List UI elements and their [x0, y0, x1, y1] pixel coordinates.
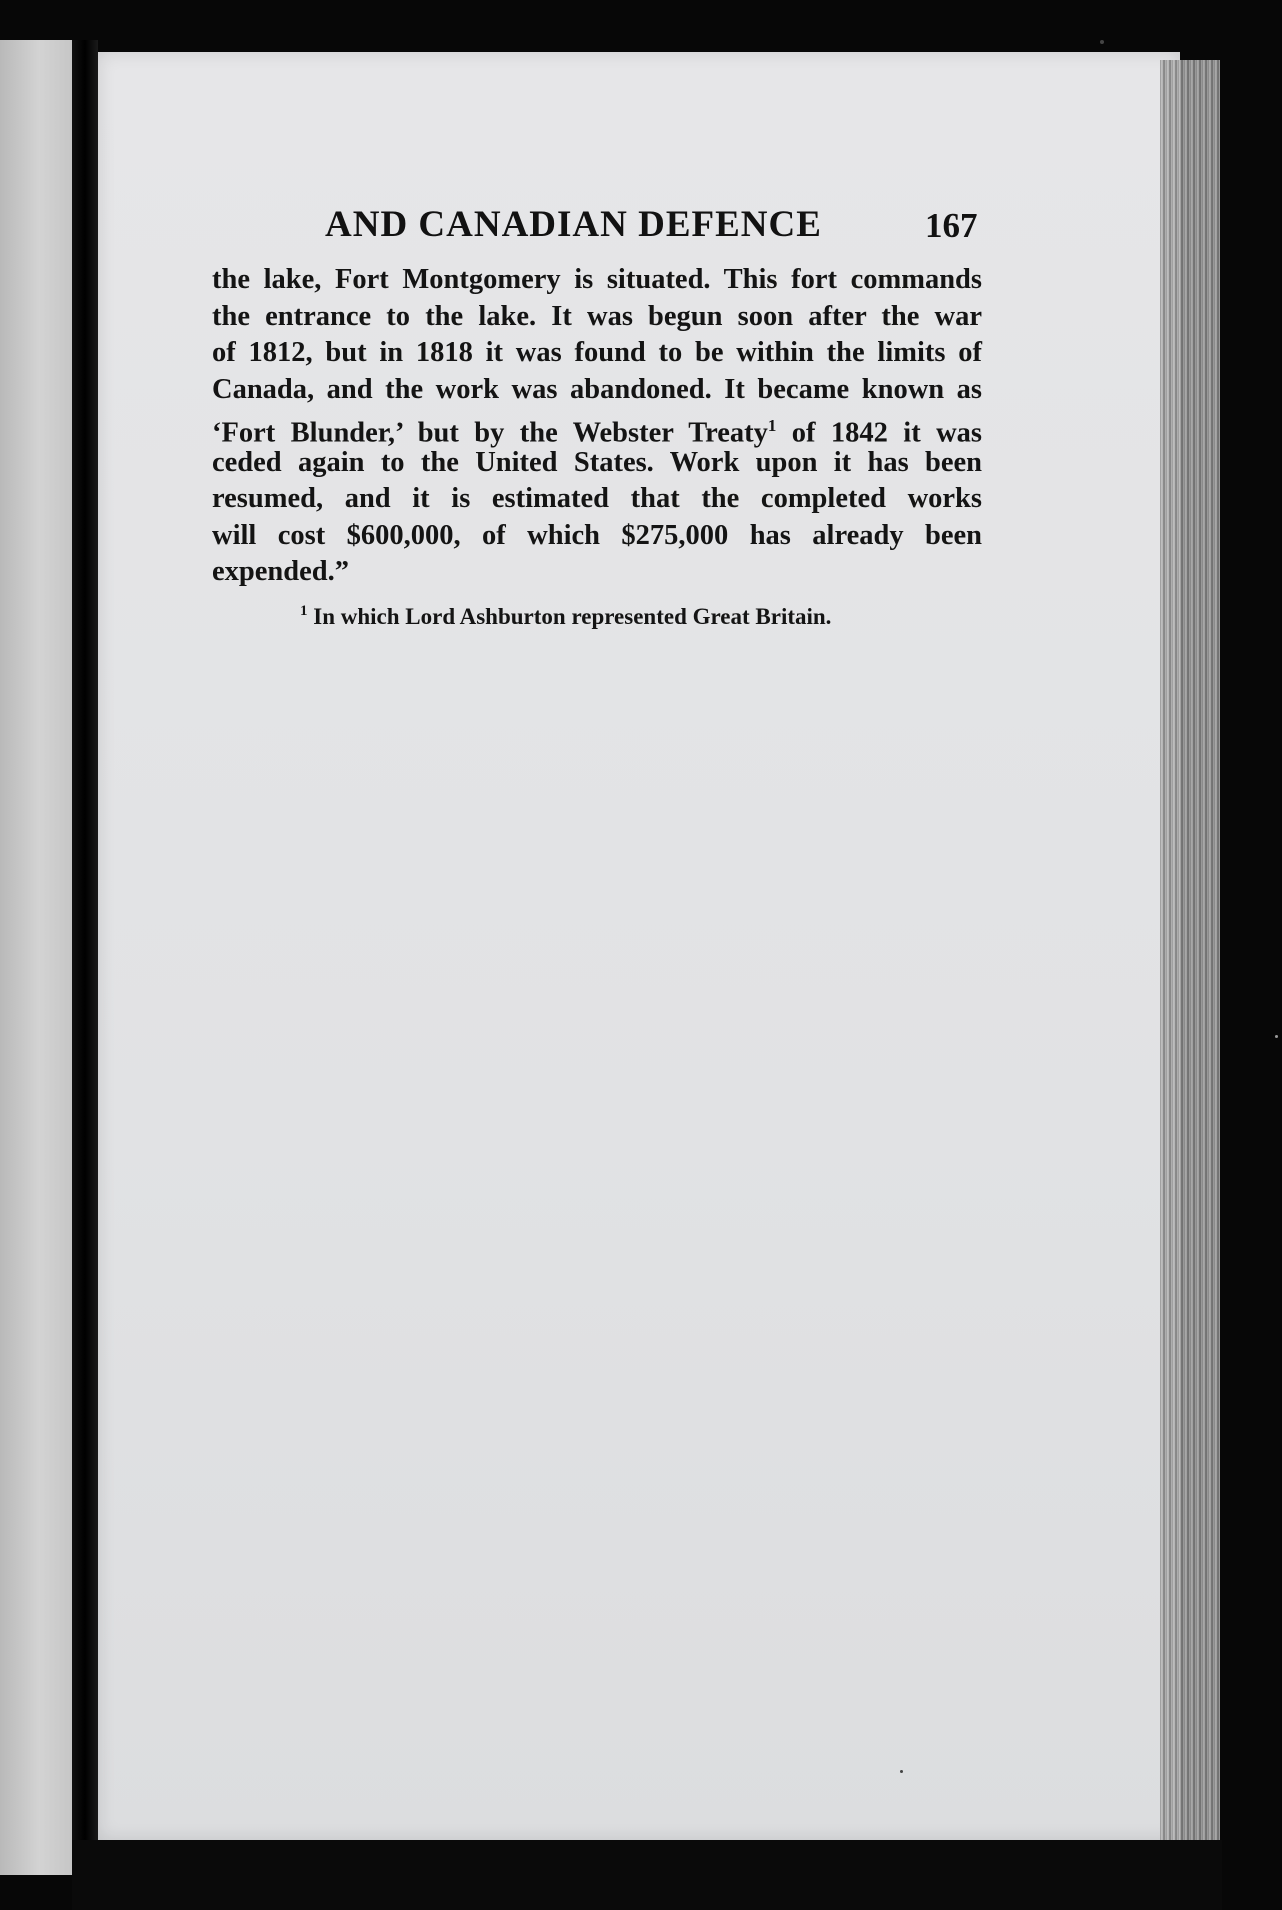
text-line: the lake, Fort Montgomery is situated. This fort commands — [212, 264, 982, 295]
text-line: Canada, and the work was abandoned. It became known as — [212, 373, 982, 405]
dust-speck — [900, 1770, 903, 1773]
text-line: ceded again to the United States. Work upon it has been — [212, 446, 982, 478]
dust-speck — [1275, 1035, 1278, 1038]
text-line: the entrance to the lake. It was begun soon after the war — [212, 300, 982, 332]
facing-page-edge — [0, 40, 72, 1875]
text-line — [212, 408, 982, 449]
bottom-shadow — [72, 1840, 1222, 1910]
page-number: 167 — [925, 206, 978, 245]
footnote-text: In which Lord Ashburton represented Great Britain. — [313, 604, 832, 629]
text-line: resumed, and it is estimated that the completed works — [212, 483, 982, 514]
page-stack-edge — [1160, 60, 1220, 1840]
footnote — [300, 603, 1000, 630]
text-line-tail: of 1842 it was — [776, 417, 982, 449]
text-line: of 1812, but in 1818 it was found to be within the limits of — [212, 337, 982, 368]
running-head: AND CANADIAN DEFENCE — [325, 204, 822, 245]
body-paragraph — [212, 262, 982, 591]
text-line-head: ‘Fort Blunder,’ but by the Webster Treaty — [212, 417, 768, 449]
page-header — [325, 203, 1025, 253]
text-line: will cost $600,000, of which $275,000 has already been — [212, 519, 982, 551]
footnote-marker: 1 — [300, 603, 308, 619]
text-line: expended.” — [212, 556, 349, 587]
book-gutter — [72, 40, 98, 1890]
footnote-reference: 1 — [767, 416, 777, 435]
dust-speck — [1100, 40, 1104, 44]
